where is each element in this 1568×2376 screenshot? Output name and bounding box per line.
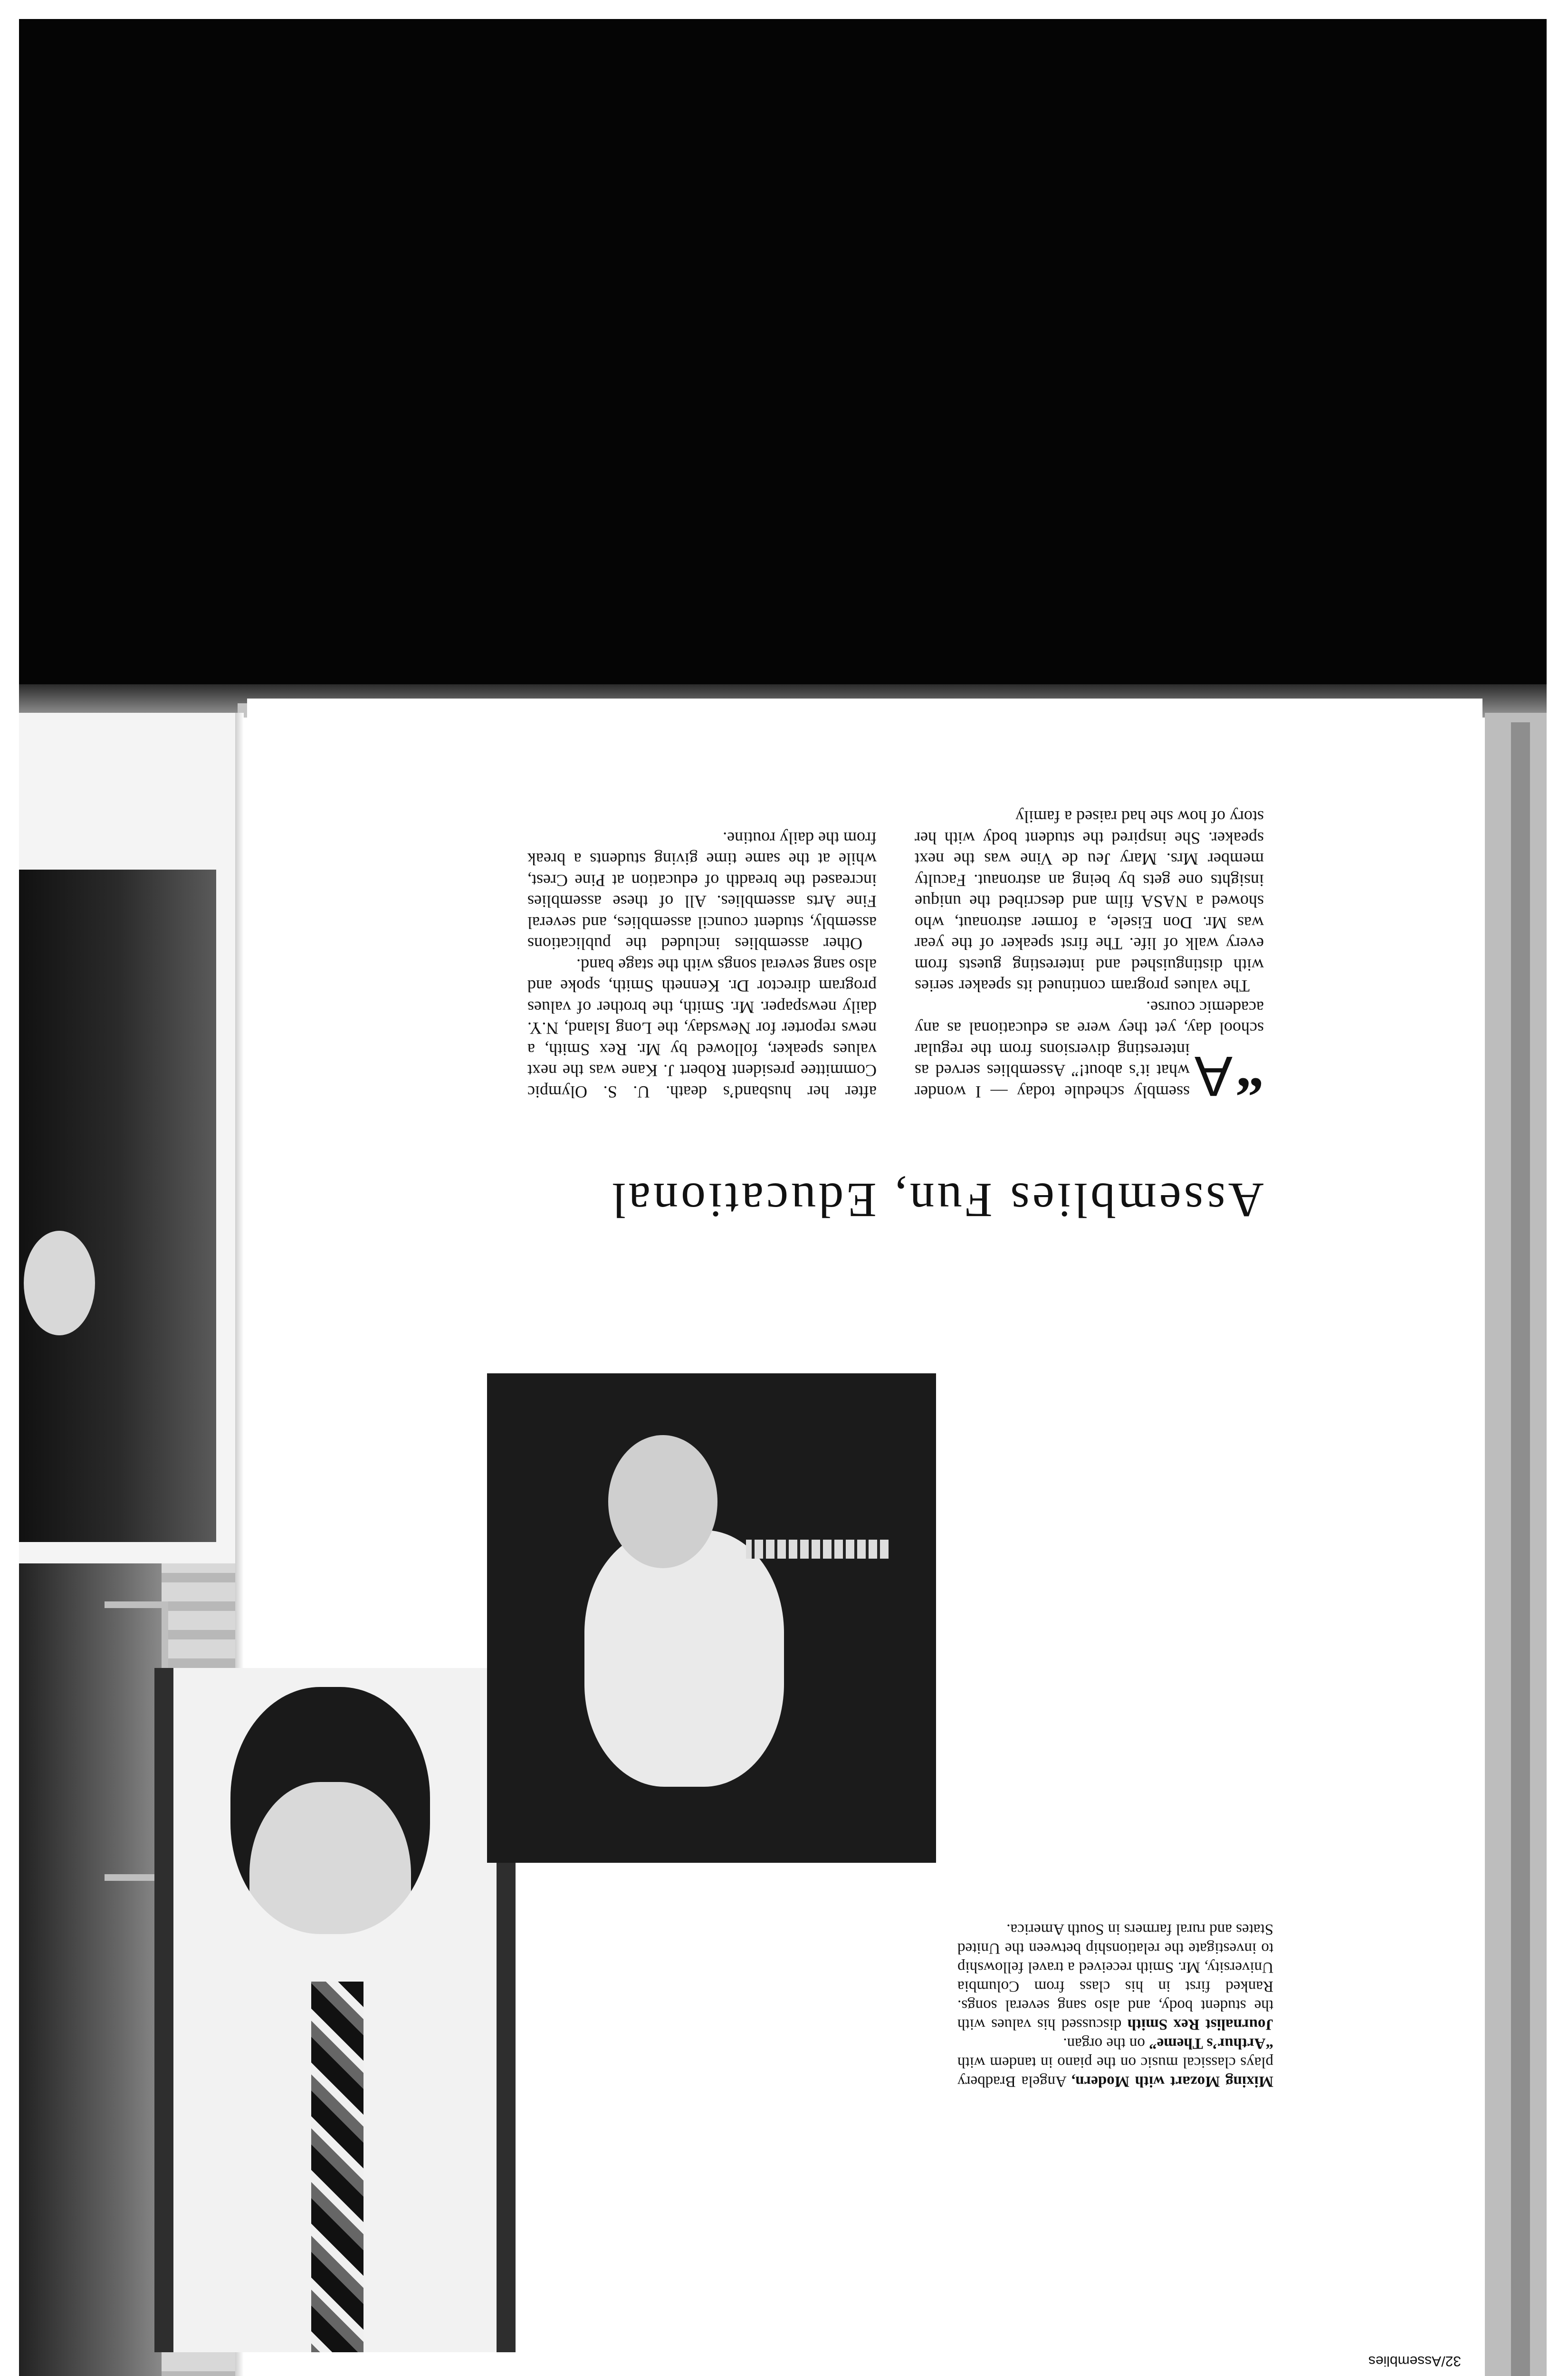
opening-quote: “	[1235, 1045, 1264, 1108]
caption-text-3: discussed his values with the student body, and also sang several songs. Ranked first in his class from Columbia University, Mr. Smith received a travel fellowship to investigate the relationship between the United States and rural farmers in South America.	[957, 1921, 1273, 2033]
article-headline: Assemblies Fun, Educational	[609, 1173, 1264, 1227]
page-content-rotated	[266, 713, 1482, 2376]
article-paragraph-4: Other assemblies included the publications assembly, student council assemblies, and several Fine Arts assemblies. All of these assemblies increased the breadth of education at Pine Crest, while at the same time giving students a break from the daily routine.	[527, 829, 877, 954]
scanner-background	[19, 19, 1547, 694]
article-paragraph-2: The values program continued its speaker series with distinguished and interesting guests from every walk of life. The first speaker of the year was Mr. Don Eisele, a former astronaut, who showed a NASA film and described the unique insights one gets by being an astronaut. Faculty member Mrs. Mary Jeu de Vine was the next speaker. She inspired the student body with her story of how she had raised a family	[915, 807, 1264, 996]
photo-piano-player	[487, 1373, 936, 1863]
drop-cap: A	[1194, 1044, 1233, 1108]
book-cover-shadow	[1511, 722, 1530, 2376]
article-paragraph-1	[915, 997, 1264, 1108]
caption-text-2: on the organ.	[1063, 2035, 1149, 2052]
left-page-photo-top	[19, 870, 216, 1542]
caption-text-1: Angela Bradbery plays classical music on the piano in tandem with	[957, 2054, 1273, 2090]
caption-lead: Mixing Mozart with Modern,	[1071, 2073, 1273, 2090]
photo-face	[24, 1231, 95, 1335]
caption-lead-2: Journalist Rex Smith	[1127, 2016, 1273, 2033]
article-paragraph-1-text: ssembly schedule today — I wonder what it’s about!” Assemblies served as interesting diversions from the regular school day, yet they were as educational as any academic course.	[915, 998, 1264, 1102]
photo-player-hair	[608, 1435, 717, 1568]
photo-piano-keys	[746, 1540, 889, 1559]
article-column-2	[527, 828, 877, 1103]
photo-striped-tie	[311, 1982, 363, 2352]
page-folio: 32/Assemblies	[1368, 2353, 1461, 2369]
article-paragraph-3: after her husband’s death. U. S. Olympic Committee president Robert J. Kane was the next values speaker, followed by Mr. Rex Smith, a news reporter for Newsday, the Long Island, N.Y. daily newspaper. Mr. Smith, the brother of values program director Dr. Kenneth Smith, spoke and also sang several songs with the stage band.	[527, 956, 877, 1102]
photo-head	[230, 1687, 430, 1934]
photo-caption	[957, 1920, 1273, 2091]
photo-player-body	[584, 1530, 784, 1787]
article-column-1	[915, 806, 1264, 1108]
photo-rex-smith	[154, 1668, 516, 2352]
caption-song: “Arthur’s Theme”	[1149, 2035, 1273, 2052]
